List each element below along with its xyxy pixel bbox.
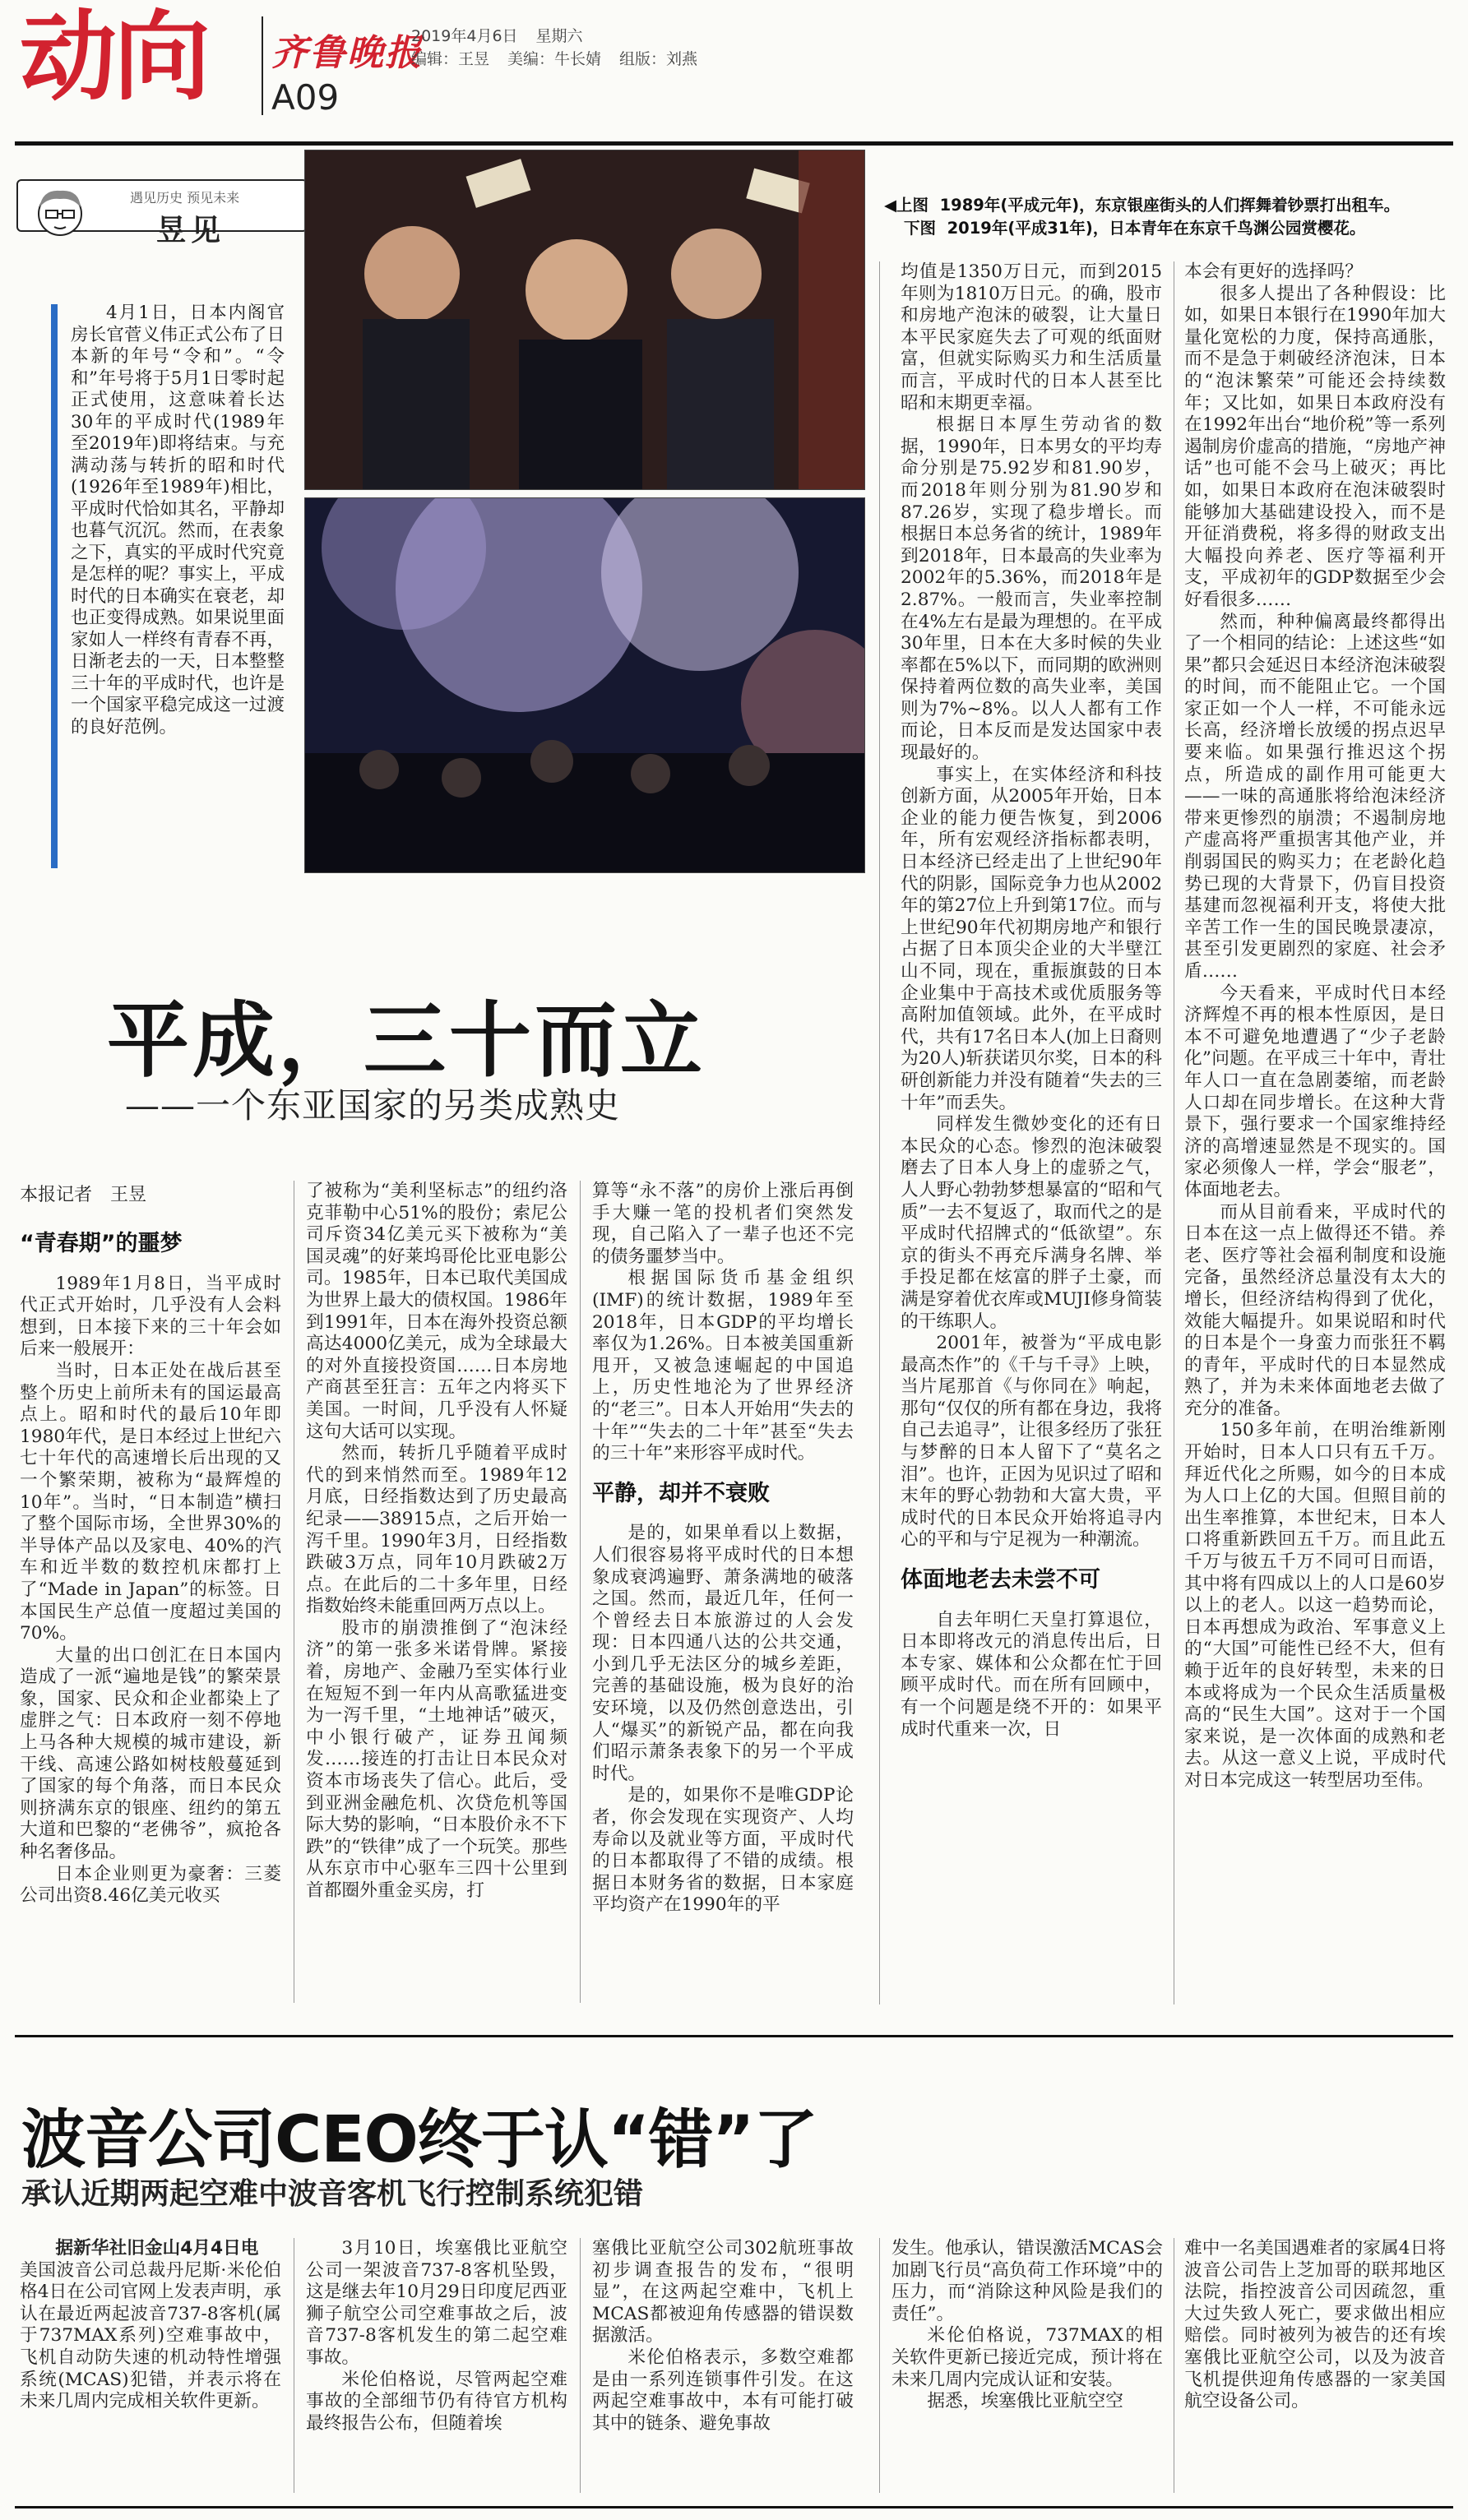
boeing-headline: 波音公司CEO终于认“错”了 — [21, 2103, 817, 2177]
paragraph: 1989年1月8日，当平成时代正式开始时，几乎没有人会料想到，日本接下来的三十年会如后来一般展开： — [20, 1273, 281, 1360]
column-separator — [580, 2238, 581, 2493]
paragraph: 据悉，埃塞俄比亚航空空 — [927, 2391, 1123, 2412]
subheading-calm-not-decline: 平静，却并不衰败 — [592, 1480, 770, 1506]
paragraph: 然而，种种偏离最终都得出了一个相同的结论：上述这些“如果”都只会延迟日本经济泡沫破裂的时间，而不能阻止它。一个国家正如一个人一样，不可能永远长高，经济增长放缓的拐点迟早要来临。如果强行推迟这个拐点，所造成的副作用可能更大——一味的高通胀将给泡沫经济带来更惨烈的崩溃；不遏制房地产虚高将严重损害其他产业，并削弱国民的购买力；在老龄化趋势已现的大背景下，仍盲目投资基建而忽视福利开支，将使大批辛苦工作一生的国民晚景凄凉，甚至引发更剧烈的家庭、社会矛盾…… — [1184, 611, 1446, 982]
paragraph: 难中一名美国遇难者的家属4日将波音公司告上芝加哥的联邦地区法院，指控波音公司因疏忽，重大过失致人死亡，要求做出相应赔偿。同时被列为被告的还有埃塞俄比亚航空公司，以及为波音飞机提供迎角传感器的一家美国航空设备公司。 — [1184, 2238, 1446, 2412]
article-deck: ——一个东亚国家的另类成熟史 — [125, 1085, 621, 1126]
masthead-divider — [262, 16, 263, 115]
paragraph: 米伦伯格说，737MAX的相关软件更新已接近完成，预计将在未来几周内完成认证和安装。 — [891, 2325, 1163, 2390]
lead-accent-bar — [51, 304, 58, 868]
paragraph: 事实上，在实体经济和科技创新方面，从2005年开始，日本企业的能力便告恢复，到2006年，所有宏观经济指标都表明，日本经济已经走出了上世纪90年代的阴影，国际竞争力也从2002年的第27位上升到第17位。而与上世纪90年代初期房地产和银行占据了日本顶尖企业的大半壁江山不同，现在，重振旗鼓的日本企业集中于高技术或优质服务等高附加值领域。此外，在平成时代，共有17名日本人(加上日裔则为20人)斩获诺贝尔奖，日本的科研创新能力并没有随着“失去的三十年”而丢失。 — [901, 764, 1162, 1113]
paragraph: 而从目前看来，平成时代的日本在这一点上做得还不错。养老、医疗等社会福利制度和设施完备，虽然经济总量没有太大的增长，但经济结构得到了优化，效能大幅提升。如果说昭和时代的日本是个一身蛮力而张狂不羁的青年，平成时代的日本显然成熟了，并为未来体面地老去做了充分的准备。 — [1184, 1201, 1446, 1419]
paragraph: 同样发生微妙变化的还有日本民众的心态。惨烈的泡沫破裂磨去了日本人身上的虚骄之气，人人野心勃勃梦想暴富的“昭和气质”一去不复返了，取而代之的是平成时代招牌式的“低欲望”。东京的街头不再充斥满身名牌、举手投足都在炫富的胖子土豪，而满是穿着优衣库或MUJI修身简装的干练职人。 — [901, 1114, 1162, 1332]
paragraph: 3月10日，埃塞俄比亚航空公司一架波音737-8客机坠毁，这是继去年10月29日印度尼西亚狮子航空公司空难事故之后，波音737-8客机发生的第二起空难事故。 — [306, 2238, 567, 2368]
paragraph: 150多年前，在明治维新刚开始时，日本人口只有五千万。拜近代化之所赐，如今的日本成为人口上亿的大国。但照目前的出生率推算，本世纪末，日本人口将重新跌回五千万。而且此五千万与彼五千万不同可日而语，其中将有四成以上的人口是60岁以上的老人。以这一趋势而论，日本再想成为政治、军事意义上的“大国”可能性已经不大，但有赖于近年的良好转型，未来的日本或将成为一个民众生活质量极高的“民生大国”。这对于一个国家来说，是一次体面的成熟和老去。从这一意义上说，平成时代对日本完成这一转型居功至伟。 — [1184, 1420, 1446, 1791]
paragraph: 了被称为“美利坚标志”的纽约洛克菲勒中心51%的股份；索尼公司斥资34亿美元买下被称为“美国灵魂”的好莱坞哥伦比亚电影公司。1985年，日本已取代美国成为世界上最大的债权国。1986年到1991年，日本在海外投资总额高达4000亿美元，成为全球最大的对外直接投资国……日本房地产商甚至狂言：五年之内将买下美国。一时间，几乎没有人怀疑这句大话可以实现。 — [306, 1181, 567, 1442]
article-column-1 — [20, 1233, 281, 1907]
paragraph: 今天看来，平成时代日本经济辉煌不再的根本性原因，是日本不可避免地遭遇了“少子老龄化”问题。在平成三十年中，青壮年人口一直在急剧萎缩，而老龄人口却在同步增长。在这种大背景下，强行要求一个国家维持经济的高增速显然是不现实的。国家必须像人一样，学会“服老”，体面地老去。 — [1184, 983, 1446, 1200]
paragraph: 根据日本厚生劳动省的数据，1990年，日本男女的平均寿命分别是75.92岁和81.90岁，而2018年则分别为81.90岁和87.26岁，实现了稳步增长。而根据日本总务省的统计，1989年到2018年，日本最高的失业率为2002年的5.36%，而2018年是2.87%。一般而言，失业率控制在4%左右是最为理想的。在平成30年里，日本在大多时候的失业率都在5%以下，而同期的欧洲则保持着两位数的高失业率，美国则为7%~8%。以人人都有工作而论，日本反而是发达国家中表现最好的。 — [901, 414, 1162, 764]
paragraph: 2001年，被誉为“平成电影最高杰作”的《千与千寻》上映，当片尾那首《与你同在》响起，那句“仅仅的所有都在身边，我将自己去追寻”，让很多经历了张狂与梦醉的日本人留下了“莫名之泪”。也许，正因为见识过了昭和末年的野心勃勃和大富大贵，平成时代的日本民众开始将追寻内心的平和与宁足视为一种潮流。 — [901, 1333, 1162, 1551]
article-column-2 — [306, 1181, 567, 1903]
paragraph: 塞俄比亚航空公司302航班事故初步调查报告的发布，“很明显”，在这两起空难中，飞机上MCAS都被迎角传感器的错误数据激活。 — [592, 2238, 854, 2347]
editor-credit: 编辑：王昱 — [411, 50, 490, 68]
boeing-column-5 — [1184, 2238, 1446, 2413]
paragraph: 股市的崩溃推倒了“泡沫经济”的第一张多米诺骨牌。紧接着，房地产、金融乃至实体行业在短短不到一年内从高歌猛进变为一泻千里，“土地神话”破灭，中小银行破产，证券丑闻频发……接连的打击让日本民众对资本市场丧失了信心。此后，受到亚洲金融危机、次贷危机等国际大势的影响，“日本股价永不下跌”的“铁律”成了一个玩笑。那些从东京市中心驱车三四十公里到首都圈外重金买房，打 — [306, 1617, 567, 1901]
article-column-5 — [1184, 261, 1446, 1792]
column-tagline: 遇见历史 预见未来 — [130, 190, 240, 206]
subheading-graceful-aging: 体面地老去未尝不可 — [901, 1567, 1100, 1593]
masthead-rule — [15, 141, 1453, 146]
paragraph: 很多人提出了各种假设：比如，如果日本银行在1990年加大量化宽松的力度，保持高通胀，而不是急于刺破经济泡沫，日本的“泡沫繁荣”可能还会持续数年；又比如，如果日本政府没有在1992年出台“地价税”等一系列遏制房价虚高的措施，“房地产神话”也可能不会马上破灭；再比如，如果日本政府在泡沫破裂时能够加大基础建设投入，而不是开征消费税，将多得的财政支出大幅投向养老、医疗等福利开支，平成初年的GDP数据至少会好看很多…… — [1184, 283, 1446, 610]
caption-top-label: ◀上图 — [884, 196, 928, 215]
lead-paragraph: 4月1日，日本内阁官房长官菅义伟正式公布了日本新的年号“令和”。“令和”年号将于5月1日零时起正式使用，这意味着长达30年的平成时代(1989年至2019年)即将结束。与充满动荡与转折的昭和时代(1926年至1989年)相比，平成时代恰如其名，平静却也暮气沉沉。然而，在表象之下，真实的平成时代究竟是怎样的呢？事实上，平成时代的日本确实在衰老，却也正变得成熟。如果说里面家如人一样终有青春不再，日渐老去的一天，日本整整三十年的平成时代，也许是一个国家平稳完成这一过渡的良好范例。 — [71, 303, 285, 738]
caption-bottom-label: 下图 — [904, 219, 937, 238]
caption-bottom-text: 2019年(平成31年)，日本青年在东京千鸟渊公园赏樱花。 — [947, 219, 1366, 238]
paragraph: 本会有更好的选择吗？ — [1184, 261, 1363, 282]
photo-2019-sakura — [304, 497, 865, 873]
subheading-youth-nightmare: “青春期”的噩梦 — [20, 1231, 183, 1256]
column-separator — [879, 261, 880, 2004]
masthead-meta — [411, 25, 715, 71]
article-divider — [15, 2035, 1453, 2037]
paper-logo: 齐鲁晚报 — [271, 32, 423, 74]
column-separator — [580, 1181, 581, 2003]
paragraph: 是的，如果你不是唯GDP论者，你会发现在实现资产、人均寿命以及就业等方面，平成时代的日本都取得了不错的成绩。根据日本财务省的数据，日本家庭平均资产在1990年的平 — [592, 1785, 854, 1916]
article-column-4 — [901, 261, 1162, 1741]
art-editor-credit: 美编：牛长婧 — [507, 50, 602, 68]
paragraph: 当时，日本正处在战后甚至整个历史上前所未有的国运最高点上。昭和时代的最后10年即1980年代，是日本经过上世纪六七十年代的高速增长后出现的又一个繁荣期，被称为“最辉煌的10年”。当时，“日本制造”横扫了整个国际市场，全世界30%的半导体产品以及家电、40%的汽车和近半数的数控机床都打上了“Made in Japan”的标签。日本国民生产总值一度超过美国的70%。 — [20, 1360, 281, 1644]
boeing-column-3 — [592, 2238, 854, 2434]
photo-1989-ginza — [304, 150, 865, 490]
paragraph: 发生。他承认，错误激活MCAS会加剧飞行员“高负荷工作环境”中的压力，而“消除这种风险是我们的责任”。 — [891, 2238, 1163, 2324]
article-headline: 平成，三十而立 — [107, 992, 706, 1089]
boeing-deck: 承认近期两起空难中波音客机飞行控制系统犯错 — [21, 2177, 644, 2211]
boeing-column-2 — [306, 2238, 567, 2434]
paragraph: 日本企业则更为豪奢：三菱公司出资8.46亿美元收买 — [20, 1863, 281, 1907]
paragraph: 然而，转折几乎随着平成时代的到来悄然而至。1989年12月底，日经指数达到了历史最高纪录——38915点，之后开始一泻千里。1990年3月，日经指数跌破3万点，同年10月跌破2万点。在此后的二十多年里，日经指数始终未能重回两万点以上。 — [306, 1443, 567, 1617]
paragraph: 米伦伯格说，尽管两起空难事故的全部细节仍有待官方机构最终报告公布，但随着埃 — [306, 2369, 567, 2434]
photo-caption — [884, 194, 1452, 240]
page-bottom-rule — [15, 2506, 1453, 2508]
paragraph: 美国波音公司总裁丹尼斯·米伦伯格4日在公司官网上发表声明，承认在最近两起波音737-8客机(属于737MAX系列)空难事故中，飞机自动防失速的机动特性增强系统(MCAS)犯错，并表示将在未来几周内完成相关软件更新。 — [20, 2259, 281, 2412]
paragraph: 均值是1350万日元，而到2015年则为1810万日元。的确，股市和房地产泡沫的破裂，让大量日本平民家庭失去了可观的纸面财富，但就实际购买力和生活质量而言，平成时代的日本人甚至比昭和末期更幸福。 — [901, 261, 1162, 414]
boeing-column-1 — [20, 2238, 281, 2413]
paragraph: 大量的出口创汇在日本国内造成了一派“遍地是钱”的繁荣景象，国家、民众和企业都染上了虚胖之气：日本政府一刻不停地上马各种大规模的城市建设，新干线、高速公路如树枝般蔓延到了国家的每个角落，而日本民众则挤满东京的银座、纽约的第五大道和巴黎的“老佛爷”，疯抢各种名奢侈品。 — [20, 1644, 281, 1863]
paragraph: 米伦伯格表示，多数空难都是由一系列连锁事件引发。在这两起空难事故中，本有可能打破其中的链条、避免事故 — [592, 2347, 854, 2434]
column-name: 昱见 — [156, 214, 226, 247]
article-byline: 本报记者 王昱 — [20, 1185, 147, 1205]
section-title: 动向 — [20, 0, 208, 113]
article-column-3 — [592, 1181, 854, 1917]
proof-credit: 组版：刘燕 — [619, 50, 698, 68]
issue-date: 2019年4月6日 — [411, 27, 518, 45]
boeing-column-4 — [891, 2238, 1163, 2413]
paragraph: 是的，如果单看以上数据，人们很容易将平成时代的日本想象成衰鸿遍野、萧条满地的破落之国。然而，最近几年，任何一个曾经去日本旅游过的人会发现：日本四通八达的公共交通，小到几乎无法区分的城乡差距，完善的基础设施，极为良好的治安环境，以及仍然创意迭出，引人“爆买”的新锐产品，都在向我们昭示萧条表象下的另一个平成时代。 — [592, 1523, 854, 1784]
caption-top-text: 1989年(平成元年)，东京银座街头的人们挥舞着钞票打出租车。 — [939, 196, 1401, 215]
issue-weekday: 星期六 — [535, 27, 583, 45]
columnist-portrait-icon — [26, 183, 94, 242]
paragraph: 根据国际货币基金组织(IMF)的统计数据，1989年至2018年，日本GDP的平均增长率仅为1.26%。日本被美国重新甩开，又被急速崛起的中国追上，历史性地沦为了世界经济的“老三”。日本人开始用“失去的十年”“失去的二十年”甚至“失去的三十年”来形容平成时代。 — [592, 1268, 854, 1464]
boeing-dateline: 据新华社旧金山4月4日电 — [55, 2238, 259, 2259]
column-separator — [879, 2238, 880, 2493]
page-number: A09 — [271, 77, 340, 118]
paragraph: 自去年明仁天皇打算退位，日本即将改元的消息传出后，日本专家、媒体和公众都在忙于回顾平成时代。而在所有回顾中，有一个问题是绕不开的：如果平成时代重来一次，日 — [901, 1609, 1162, 1740]
paragraph: 算等“永不落”的房价上涨后再倒手大赚一笔的投机者们突然发现，自己陷入了一辈子也还不完的债务噩梦当中。 — [592, 1181, 854, 1267]
